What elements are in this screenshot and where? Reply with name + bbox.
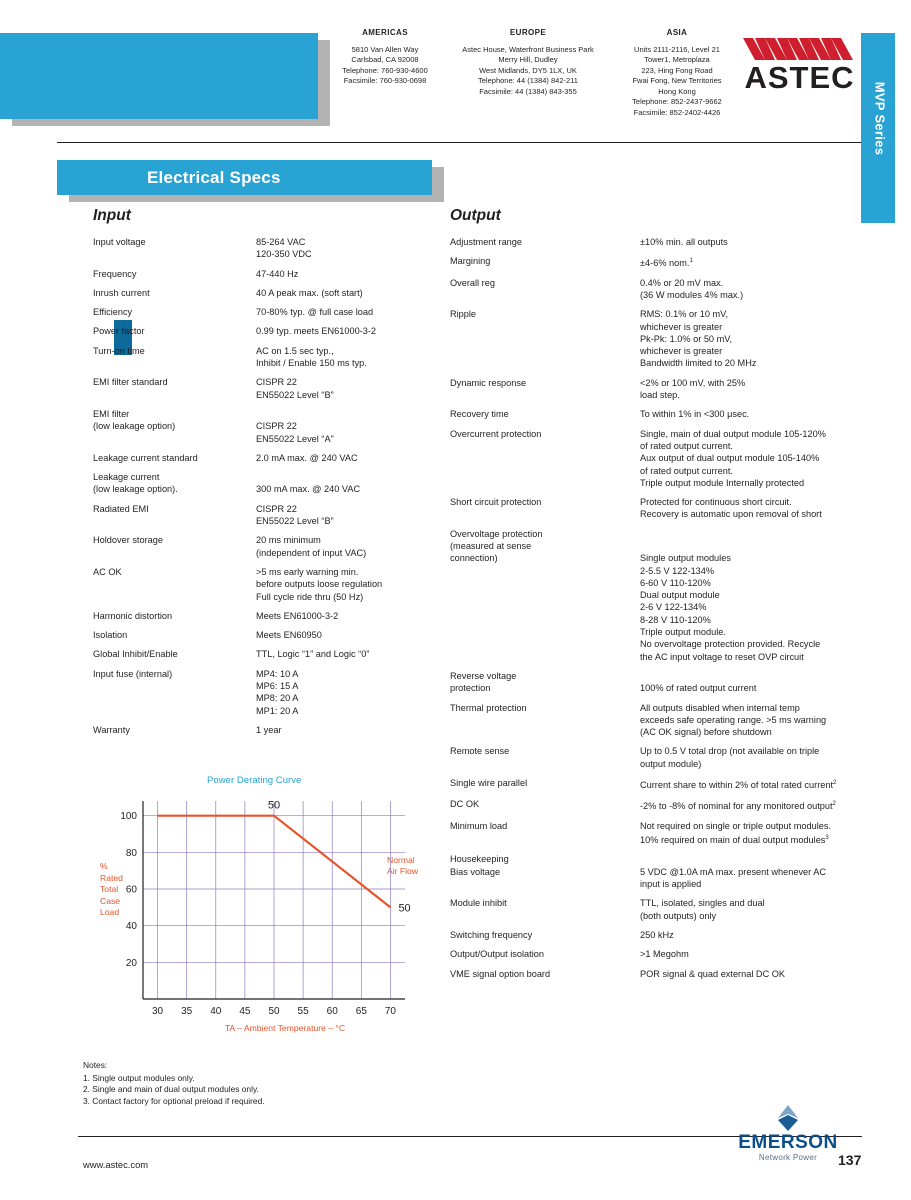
spec-row-gap <box>93 445 438 452</box>
header-banner <box>0 33 318 119</box>
spec-label: Leakage current standard <box>93 452 198 463</box>
spec-value: Not required on single or triple output modules. 10% required on main of dual output modules$^3$ <box>640 820 832 846</box>
spec-label: EMI filter (low leakage option) <box>93 408 176 432</box>
series-side-tab-label: MVP Series <box>872 81 888 156</box>
spec-row <box>450 820 870 847</box>
spec-label: Housekeeping Bias voltage <box>450 854 509 877</box>
spec-value: AC on 1.5 sec typ., Inhibit / Enable 150 ms typ. <box>256 345 367 369</box>
svg-text:70: 70 <box>384 1006 397 1017</box>
spec-label: Switching frequency <box>450 929 533 940</box>
spec-row <box>93 503 438 528</box>
note-item-2: 2. Single and main of dual output modules only. <box>83 1084 259 1094</box>
spec-row <box>450 255 870 269</box>
spec-value: MP4: 10 A MP6: 15 A MP8: 20 A MP1: 20 A <box>256 668 299 716</box>
spec-value: CISPR 22 EN55022 Level “B” <box>256 503 334 527</box>
spec-row-gap <box>93 318 438 325</box>
spec-row-gap <box>450 770 870 777</box>
office-asia-line-6: Telephone: 852-2437-9662 <box>632 97 722 106</box>
svg-text:50: 50 <box>398 902 411 915</box>
spec-row <box>93 668 438 717</box>
spec-value: 1 year <box>256 724 282 735</box>
spec-row <box>93 345 438 370</box>
output-spec-column <box>450 207 870 987</box>
spec-row-gap <box>93 736 438 743</box>
spec-row-gap <box>450 521 870 528</box>
spec-label: Input fuse (internal) <box>93 668 173 679</box>
spec-row-gap <box>450 270 870 277</box>
spec-row-gap <box>450 890 870 897</box>
spec-row-gap <box>93 622 438 629</box>
svg-text:80: 80 <box>125 847 137 859</box>
spec-value: 300 mA max. @ 240 VAC <box>256 484 361 495</box>
office-asia-line-2: Tower1, Metroplaza <box>644 55 710 64</box>
airflow-line-1: Normal <box>387 855 415 865</box>
spec-label: Global Inhibit/Enable <box>93 649 178 660</box>
spec-row <box>450 236 870 248</box>
series-side-tab <box>861 33 895 223</box>
spec-row-gap <box>93 603 438 610</box>
spec-label: Radiated EMI <box>93 503 149 514</box>
spec-label: Dynamic response <box>450 377 527 388</box>
footer-website-link[interactable]: www.astec.com <box>83 1159 149 1170</box>
spec-label: Efficiency <box>93 307 133 318</box>
office-europe-line-1: Astec House, Waterfront Business Park <box>462 44 594 54</box>
spec-value: Single output modules 2-5.5 V 122-134% 6-60 V 110-120% Dual output module 2-6 V 122-134% 8-28 V 110-120% Triple output module. No overvoltage protection provided. Recycle the AC input voltage to reset OVP circuit <box>640 553 821 662</box>
spec-row-gap <box>93 661 438 668</box>
spec-value: 47-440 Hz <box>256 268 299 279</box>
spec-label: Warranty <box>93 724 130 735</box>
office-asia <box>612 28 742 118</box>
spec-row <box>93 236 438 261</box>
spec-row-gap <box>93 261 438 268</box>
svg-text:40: 40 <box>210 1006 222 1017</box>
chart-title: Power Derating Curve <box>207 775 302 786</box>
spec-value: To within 1% in <300 μsec. <box>640 409 750 420</box>
spec-value: TTL, isolated, singles and dual (both outputs) only <box>640 898 765 921</box>
spec-row <box>93 629 438 641</box>
spec-row-gap <box>93 369 438 376</box>
spec-row-gap <box>93 464 438 471</box>
astec-wordmark: ASTEC <box>744 60 855 95</box>
spec-row-gap <box>93 641 438 648</box>
svg-text:20: 20 <box>125 957 137 969</box>
spec-row-gap <box>450 961 870 968</box>
spec-row <box>450 308 870 369</box>
spec-value: POR signal & quad external DC OK <box>640 968 786 979</box>
section-title-bar <box>57 160 432 195</box>
spec-label: Minimum load <box>450 820 508 831</box>
spec-label: Short circuit protection <box>450 497 542 508</box>
office-asia-line-3: 223, Hing Fong Road <box>641 65 713 75</box>
office-americas-line-1: 5810 Van Allen Way <box>351 44 419 54</box>
svg-text:45: 45 <box>239 1006 251 1017</box>
note-item-1: 1. Single output modules only. <box>83 1072 195 1083</box>
spec-row-gap <box>93 280 438 287</box>
spec-label: Overall reg <box>450 277 495 288</box>
office-europe-line-2: Merry Hill, Dudley <box>498 55 558 64</box>
svg-text:60: 60 <box>326 1006 338 1017</box>
spec-row-gap <box>450 980 870 987</box>
spec-row-gap <box>450 695 870 702</box>
spec-label: Overvoltage protection (measured at sense connection) <box>450 528 543 564</box>
spec-value: CISPR 22 EN55022 Level “A” <box>256 421 334 444</box>
spec-label: Thermal protection <box>450 702 527 713</box>
office-americas <box>330 28 440 87</box>
spec-row-gap <box>93 527 438 534</box>
spec-row-gap <box>93 338 438 345</box>
spec-row-gap <box>450 922 870 929</box>
emerson-wordmark: EMERSON <box>738 1132 838 1153</box>
spec-row-gap <box>450 941 870 948</box>
spec-row <box>93 306 438 318</box>
spec-value: ±10% min. all outputs <box>640 237 728 247</box>
spec-label: DC OK <box>450 799 480 810</box>
spec-value: 20 ms minimum (independent of input VAC) <box>256 535 367 558</box>
output-spec-list <box>450 236 870 987</box>
spec-row <box>93 408 438 445</box>
office-asia-line-1: Units 2111-2116, Level 21 <box>634 44 720 54</box>
airflow-line-2: Air Flow <box>387 866 419 876</box>
spec-label: Ripple <box>450 309 477 320</box>
spec-row <box>93 534 438 559</box>
spec-label: Single wire parallel <box>450 778 528 789</box>
spec-row <box>450 948 870 960</box>
y-label-line-3: Total <box>100 884 119 894</box>
spec-row-gap <box>450 813 870 820</box>
spec-row-gap <box>450 791 870 798</box>
spec-row <box>93 287 438 299</box>
spec-row <box>450 968 870 980</box>
spec-row-gap <box>450 401 870 408</box>
office-europe <box>448 28 608 97</box>
spec-row-gap <box>450 663 870 670</box>
spec-label: Margining <box>450 256 491 267</box>
spec-row-gap <box>450 248 870 255</box>
spec-row <box>450 277 870 302</box>
spec-row <box>93 376 438 401</box>
spec-value: TTL, Logic “1” and Logic “0” <box>256 649 370 660</box>
spec-label: Turn-on time <box>93 345 145 356</box>
svg-text:30: 30 <box>151 1006 164 1017</box>
spec-row <box>450 929 870 941</box>
spec-label: Overcurrent protection <box>450 428 542 439</box>
office-europe-title: EUROPE <box>509 28 547 37</box>
spec-value: All outputs disabled when internal temp exceeds safe operating range. >5 ms warning (AC OK signal) before shutdown <box>640 702 827 738</box>
spec-value: >5 ms early warning min. before outputs loose regulation Full cycle ride thru (50 Hz) <box>256 566 383 602</box>
spec-label: Remote sense <box>450 746 510 757</box>
spec-value: 100% of rated output current <box>640 683 757 694</box>
spec-row <box>93 648 438 660</box>
emerson-logo <box>723 1105 853 1162</box>
astec-logo <box>737 36 862 93</box>
office-europe-line-3: West Midlands, DY5 1LX, UK <box>479 65 577 75</box>
emerson-mark-icon <box>771 1105 805 1131</box>
section-title-text: Electrical Specs <box>147 168 281 187</box>
office-asia-title: ASIA <box>666 28 688 37</box>
spec-label: VME signal option board <box>450 968 551 979</box>
chart-x-axis-label: TA – Ambient Temperature – °C <box>224 1023 346 1033</box>
spec-row <box>93 610 438 622</box>
notes-heading: Notes: <box>83 1060 108 1070</box>
spec-row <box>450 428 870 489</box>
office-americas-line-3: Telephone: 760-930-4600 <box>342 65 428 75</box>
spec-label: Adjustment range <box>450 237 523 247</box>
y-label-line-4: Case <box>100 895 121 906</box>
spec-label: Isolation <box>93 630 128 641</box>
input-heading: Input <box>93 207 131 224</box>
notes-block <box>83 1060 265 1107</box>
spec-value: 0.4% or 20 mV max. (36 W modules 4% max.) <box>640 277 744 300</box>
spec-row <box>93 325 438 337</box>
spec-row-gap <box>450 370 870 377</box>
spec-row-gap <box>93 496 438 503</box>
spec-value: <2% or 100 mV, with 25% load step. <box>640 377 746 401</box>
spec-label: AC OK <box>93 566 122 577</box>
svg-text:35: 35 <box>181 1006 193 1017</box>
office-americas-line-2: Carlsbad, CA 92008 <box>351 55 419 64</box>
spec-value: Meets EN60950 <box>256 630 322 641</box>
spec-label: Inrush current <box>93 287 150 298</box>
spec-row <box>450 798 870 812</box>
y-label-line-1: % <box>100 861 108 871</box>
svg-text:50: 50 <box>267 799 281 812</box>
output-heading: Output <box>450 207 501 224</box>
note-item-3: 3. Contact factory for optional preload if required. <box>83 1095 265 1106</box>
page-header <box>0 0 911 156</box>
spec-value: 250 kHz <box>640 929 674 940</box>
office-europe-line-5: Facsimile: 44 (1384) 843-355 <box>479 86 577 96</box>
spec-value: CISPR 22 EN55022 Level “B” <box>256 377 334 400</box>
spec-row-gap <box>450 738 870 745</box>
spec-label: Frequency <box>93 268 137 279</box>
spec-row <box>93 471 438 496</box>
spec-label: Harmonic distortion <box>93 610 173 621</box>
spec-value: -2% to -8% of nominal for any monitored output$^2$ <box>640 801 836 812</box>
office-asia-line-7: Facsimile: 852-2402-4426 <box>633 107 721 117</box>
spec-value: Protected for continuous short circuit. Recovery is automatic upon removal of short <box>640 497 822 520</box>
spec-row <box>450 745 870 770</box>
spec-value: 5 VDC @1.0A mA max. present whenever AC input is applied <box>640 866 827 890</box>
input-spec-column <box>93 207 438 743</box>
spec-value: 0.99 typ. meets EN61000-3-2 <box>256 326 377 337</box>
spec-row <box>450 702 870 739</box>
office-asia-line-5: Hong Kong <box>658 86 696 96</box>
spec-label: EMI filter standard <box>93 377 168 388</box>
spec-row <box>450 408 870 420</box>
spec-value: 40 A peak max. (soft start) <box>256 287 363 298</box>
spec-label: Module inhibit <box>450 898 507 909</box>
spec-row <box>93 724 438 736</box>
spec-value: Current share to within 2% of total rated current$^2$ <box>640 780 837 791</box>
spec-label: Holdover storage <box>93 535 163 546</box>
spec-label: Leakage current (low leakage option). <box>93 472 178 495</box>
spec-row <box>450 496 870 521</box>
spec-row <box>450 670 870 695</box>
svg-text:40: 40 <box>125 921 137 933</box>
office-asia-line-4: Fwai Fong, New Territories <box>632 76 722 85</box>
spec-label: Recovery time <box>450 409 509 420</box>
spec-row <box>93 268 438 280</box>
svg-text:100: 100 <box>120 811 137 823</box>
spec-value: ±4-6% nom.$^1$ <box>640 258 693 269</box>
spec-row <box>93 566 438 603</box>
input-spec-list <box>93 236 438 743</box>
spec-value: 85-264 VAC 120-350 VDC <box>256 237 312 260</box>
spec-row <box>450 853 870 890</box>
spec-value: RMS: 0.1% or 10 mV, whichever is greater Pk-Pk: 1.0% or 50 mV, whichever is greater Bandwidth limited to 20 MHz <box>640 309 757 369</box>
spec-row-gap <box>93 299 438 306</box>
spec-row-gap <box>450 301 870 308</box>
spec-row <box>93 452 438 464</box>
spec-label: Input voltage <box>93 237 146 247</box>
spec-row-gap <box>450 846 870 853</box>
emerson-tagline: Network Power <box>758 1153 818 1162</box>
spec-row-gap <box>450 489 870 496</box>
office-europe-line-4: Telephone: 44 (1384) 842-211 <box>478 76 578 85</box>
svg-text:60: 60 <box>125 884 137 896</box>
spec-value: Single, main of dual output module 105-120% of rated output current. Aux output of dual output module 105-140% of rated output current. Triple output module Internally protected <box>640 428 826 488</box>
spec-row-gap <box>93 559 438 566</box>
svg-text:55: 55 <box>297 1006 309 1017</box>
astec-zigzag-icon <box>743 36 857 62</box>
svg-text:65: 65 <box>355 1006 367 1017</box>
spec-row <box>450 377 870 402</box>
spec-label: Output/Output isolation <box>450 949 544 960</box>
spec-label: Reverse voltage protection <box>450 670 517 694</box>
y-label-line-5: Load <box>100 907 120 917</box>
spec-row-gap <box>93 401 438 408</box>
office-americas-line-4: Facsimile: 760-930-0698 <box>343 76 427 85</box>
spec-label: Power factor <box>93 326 145 337</box>
chart-plot-area <box>95 789 425 1029</box>
spec-row <box>450 528 870 663</box>
power-derating-chart <box>95 775 425 1035</box>
spec-value: >1 Megohm <box>640 949 689 960</box>
svg-text:50: 50 <box>268 1006 280 1017</box>
spec-value: Up to 0.5 V total drop (not available on triple output module) <box>640 746 820 769</box>
spec-row-gap <box>450 421 870 428</box>
header-divider <box>57 142 861 143</box>
spec-row <box>450 897 870 922</box>
y-label-line-2: Rated <box>100 872 123 883</box>
spec-row <box>450 777 870 791</box>
page-number: 137 <box>838 1152 862 1168</box>
spec-row-gap <box>93 717 438 724</box>
office-americas-title: AMERICAS <box>362 28 408 37</box>
spec-value: 70-80% typ. @ full case load <box>256 307 374 318</box>
spec-value: Meets EN61000-3-2 <box>256 610 339 621</box>
spec-value: 2.0 mA max. @ 240 VAC <box>256 452 358 463</box>
